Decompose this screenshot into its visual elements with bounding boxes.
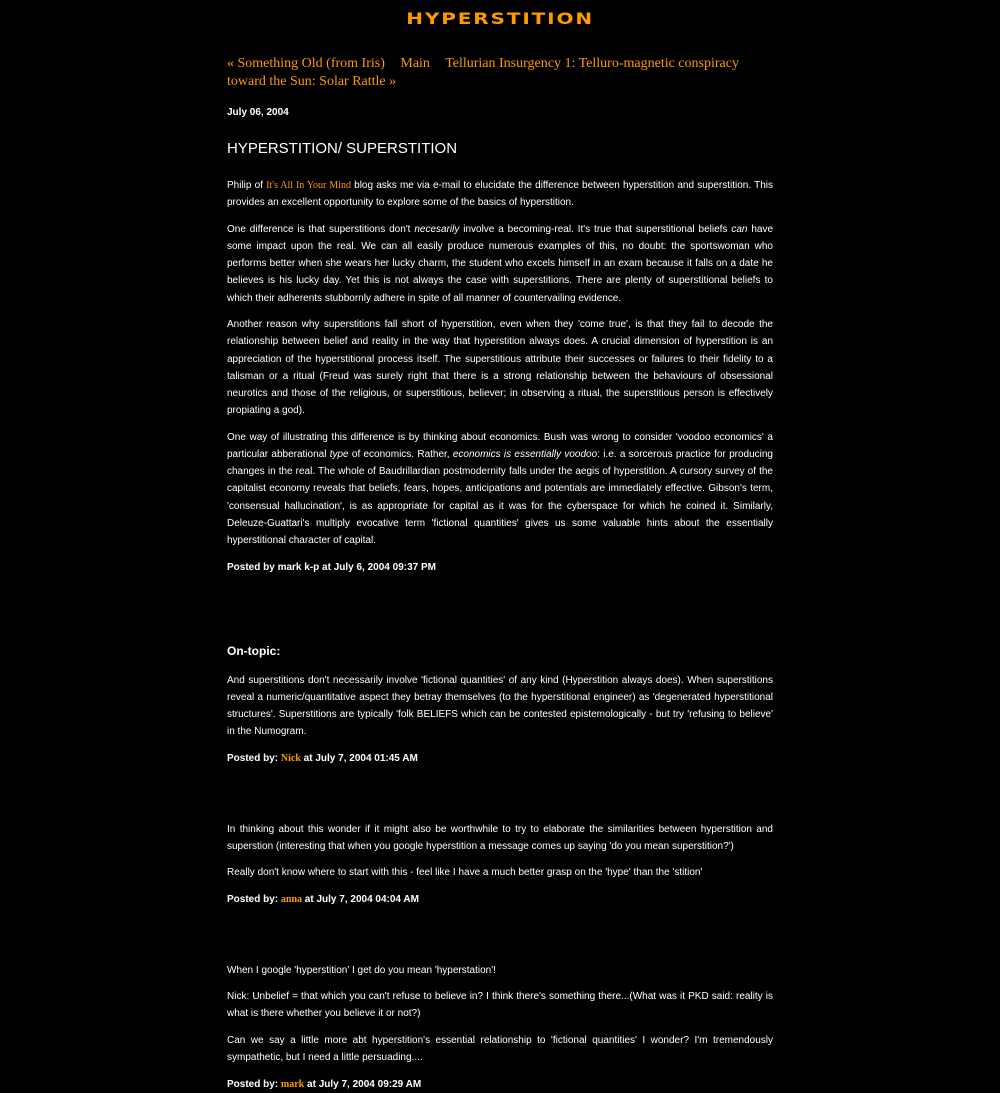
post-paragraph-1: Philip of It's All In Your Mind blog asks me via e-mail to elucidate the difference between hyperstition and superstition. This provides an excellent opportunity to explore some of the basics of hyperstition. xyxy=(227,180,774,209)
comment-separator xyxy=(227,767,773,811)
post-paragraph-4: One way of illustrating this difference is by thinking about economics. Bush was wrong to consider 'voodoo economics' a particular abberational type of economics. Rather, economics is essentially voodoo: i.e. a sorcerous practice for producing changes in the real. The whole of Baudrillardian postmodernity falls under the aegis of hyperstition. A cursory survey of the capitalist economy reveals that beliefs, fears, hopes, anticipations and potentials are immediately effective. Gibson's term, 'consensual hallucination', is as appropriate for capital as it was for the cyberspace for which he coined it. Similarly, Deleuze-Guattari's multiply evocative term 'fictional quantities' gives us some valuable hints about the essentially hyperstitional character of capital. xyxy=(227,431,773,547)
main-content xyxy=(227,55,773,1093)
comment-heading: On-topic: xyxy=(227,643,281,658)
blog-link[interactable]: It's All In Your Mind xyxy=(266,180,351,191)
comment-1-text: And superstitions don't necessarily involve 'fictional quantities' of any kind (Hyperstition always does). When superstitions reveal a numeric/quantitative aspect they betray themselves (to the hyperstitional engineer) as 'degenerated hyperstitional structures'. Superstitions are typically 'folk BELIEFS which can be contested epistemologically - but try 'refusing to believe' in the Numogram. xyxy=(227,674,773,738)
comment-2-footer: Posted by: anna at July 7, 2004 04:04 AM xyxy=(227,894,419,906)
post-title: HYPERSTITION/ SUPERSTITION xyxy=(227,140,458,157)
comment-author-link[interactable]: Nick xyxy=(280,753,301,765)
comment-3-footer: Posted by: mark at July 7, 2004 09:29 AM xyxy=(227,1078,422,1090)
comment-1-footer: Posted by: Nick at July 7, 2004 01:45 AM xyxy=(227,753,418,765)
comment-author-link[interactable]: mark xyxy=(280,1078,305,1090)
previous-entry-link[interactable]: « Something Old (from Iris) xyxy=(227,56,385,71)
post-footer: Posted by mark k-p at July 6, 2004 09:37 PM xyxy=(227,561,436,573)
post-paragraph-3: Another reason why superstitions fall short of hyperstition, even when they 'come true', is that they fail to decode the relationship between belief and reality in the way that hyperstition always does. A crucial dimension of hyperstition is an appreciation of the hyperstitional process itself. The superstitious attribute their successes or failures to their fidelity to a talisman or a ritual (Freud was surely right that there is a strong relationship between the behaviours of obsessional neurotics and those of the religious, or superstitious, believer; in observing a ritual, the superstitious person is effectively propiating a god). xyxy=(227,319,773,417)
post-date: July 06, 2004 xyxy=(227,107,289,118)
main-link[interactable]: Main xyxy=(400,56,430,71)
site-title[interactable]: HYPERSTITION xyxy=(406,9,594,28)
comment-author-link[interactable]: anna xyxy=(280,894,303,906)
comment-separator xyxy=(227,908,773,952)
post-paragraph-2: One difference is that superstitions don't necesarily involve a becoming-real. It's true that superstitional beliefs can have some impact upon the real. We can all easily produce numerous examples of this, no doubt: the sportswoman who performs better when she wears her lucky charm, the student who excels himself in an exam because it falls on a date he believes is his lucky day. Yet this is not always the case with superstitions. There are plenty of superstitional beliefs to which their adherents stubbornly adhere in spite of all manner of countervailing evidence. xyxy=(227,223,774,304)
comment-3-text-2: Nick: Unbelief = that which you can't refuse to believe in? I think there's something there...(What was it PKD said: reality is what is there whether you believe it or not?) xyxy=(227,991,773,1020)
entry-navigation xyxy=(227,55,773,91)
site-banner xyxy=(0,9,1000,29)
comment-2-text-1: In thinking about this wonder if it might also be worthwhile to try to elaborate the similarities between hyperstition and superstion (interesting that when you google hyperstition a message comes up saying 'do you mean superstition?') xyxy=(227,823,773,852)
next-entry-link[interactable]: Tellurian Insurgency 1: Telluro-magnetic conspiracy toward the Sun: Solar Rattle » xyxy=(227,56,739,89)
comment-3-text-1: When I google 'hyperstition' I get do you mean 'hyperstation'! xyxy=(227,964,496,976)
comment-3-text-3: Can we say a little more abt hyperstition's essential relationship to 'fictional quantities' I wonder? I'm tremendously sympathetic, but I need a little persuading.... xyxy=(227,1035,773,1064)
comment-2-text-2: Really don't know where to start with this - feel like I have a much better grasp on the 'hype' than the 'stition' xyxy=(227,867,703,879)
